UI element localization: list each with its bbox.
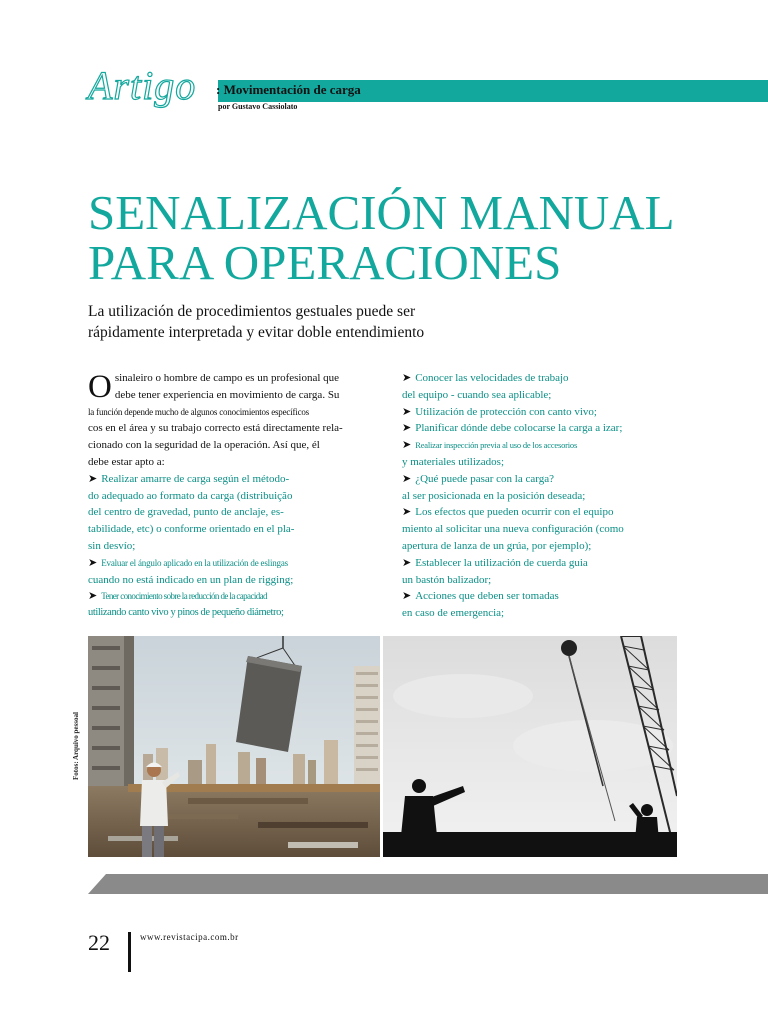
- subtitle-line-1: La utilización de procedimientos gestuales puede ser: [88, 303, 416, 320]
- section-logo: Artigo: [88, 63, 197, 108]
- photo-crane-signaling: [383, 636, 677, 857]
- bullet-item: ➤ Los efectos que pueden ocurrir con el equipo miento al solicitar una nueva configuración (como apertura de lanza de un grúa, por ejemplo);: [402, 506, 624, 552]
- title-line-1: SENALIZACIÓN MANUAL: [88, 185, 675, 240]
- intro-paragraph: [88, 370, 348, 471]
- bullet-item: ➤ Acciones que deben ser tomadas en caso de emergencia;: [402, 590, 559, 620]
- footer-url: www.revistacipa.com.br: [140, 932, 239, 942]
- bullet-item: ➤ Establecer la utilización de cuerda guia un bastón balizador;: [402, 556, 588, 586]
- photo-construction-site: [88, 636, 380, 857]
- title-line-2: PARA OPERACIONES: [88, 235, 562, 290]
- page-number: 22: [88, 930, 110, 955]
- intro-line: debe tener experiencia en movimiento de carga. Su: [114, 388, 340, 401]
- author-byline: por Gustavo Cassiolato: [218, 102, 298, 111]
- bullet-item: ➤ Planificar dónde debe colocarse la carga a izar;: [402, 422, 623, 435]
- photo-credit: Fotos: Arquivo pessoal: [72, 712, 80, 780]
- arrow-bullet-icon: ➤: [402, 472, 412, 485]
- arrow-bullet-icon: ➤: [402, 439, 412, 452]
- intro-line: sinaleiro o hombre de campo es un profesional que: [114, 372, 340, 384]
- arrow-bullet-icon: ➤: [402, 506, 412, 519]
- article-title: [88, 185, 748, 290]
- intro-line: cionado con la seguridad de la operación. Así que, él: [88, 439, 320, 452]
- intro-line: debe estar apto a:: [88, 455, 165, 468]
- subtitle-line-2: rápidamente interpretada y evitar doble entendimiento: [88, 324, 425, 341]
- bullet-item: ➤ Realizar amarre de carga según el método- do adequado ao formato da carga (distribuição del centro de gravedad, punto de anclaje, es- tabilidade, etc) o conforme orientado en el pla- sin desvío;: [88, 472, 295, 552]
- arrow-bullet-icon: ➤: [402, 422, 412, 435]
- arrow-bullet-icon: ➤: [402, 405, 412, 418]
- arrow-bullet-icon: ➤: [402, 556, 412, 569]
- intro-line: cos en el área y su trabajo correcto está directamente rela-: [88, 422, 343, 435]
- decorative-band: [88, 874, 768, 894]
- drop-cap: O: [88, 369, 112, 405]
- bullet-item: ➤ ¿Qué puede pasar con la carga? al ser posicionada en la posición deseada;: [402, 472, 586, 502]
- bullet-item: ➤ Utilización de protección con canto vivo;: [402, 405, 597, 418]
- footer-divider: [128, 932, 131, 972]
- arrow-bullet-icon: ➤: [402, 590, 412, 603]
- bullet-item: ➤ Conocer las velocidades de trabajo del equipo - cuando sea aplicable;: [402, 372, 569, 401]
- body-column-right: [402, 370, 672, 622]
- arrow-bullet-icon: ➤: [88, 590, 98, 603]
- body-column-left: [88, 370, 348, 622]
- section-name: : Movimentación de carga: [216, 82, 361, 97]
- article-subtitle: [88, 301, 508, 343]
- arrow-bullet-icon: ➤: [88, 556, 98, 569]
- arrow-bullet-icon: ➤: [402, 372, 412, 384]
- bullet-item: ➤ Realizar inspección previa al uso de los accesorios y materiales utilizados;: [402, 439, 578, 468]
- bullet-item: ➤ Evaluar el ángulo aplicado en la utilización de eslingas cuando no está indicado en un plan de rigging;: [88, 556, 294, 586]
- arrow-bullet-icon: ➤: [88, 472, 98, 485]
- intro-line: la función depende mucho de algunos conocimientos específicos: [88, 406, 309, 417]
- bullet-item: ➤ Tener conocimiento sobre la reducción de la capacidad utilizando canto vivo y pinos de pequeño diámetro;: [88, 590, 284, 619]
